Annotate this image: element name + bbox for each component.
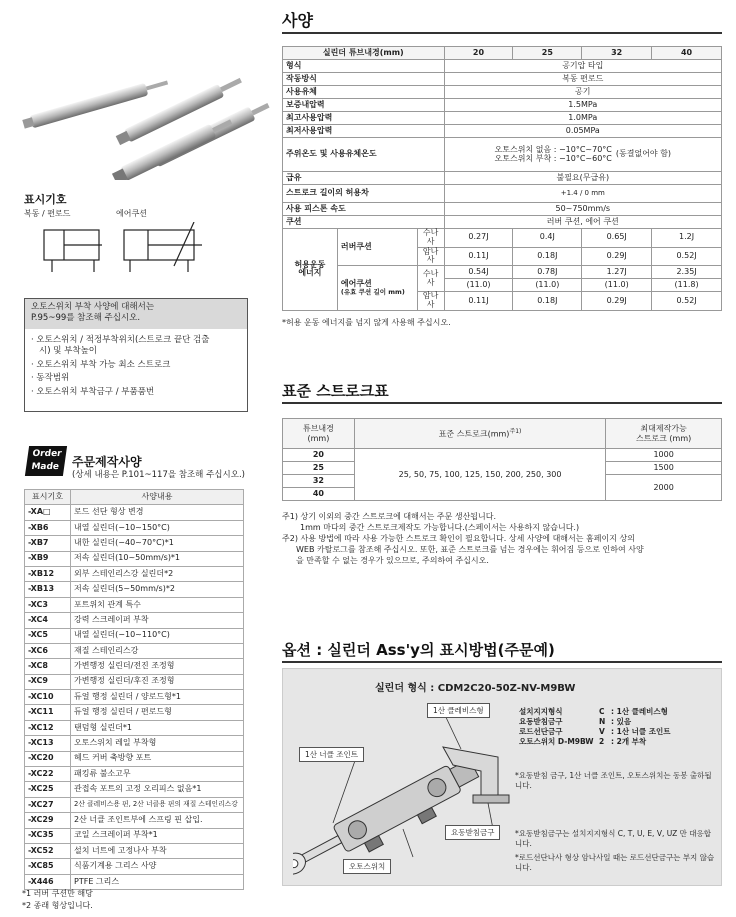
order-spec: 가변행정 실린더/전진 조정형 [71,659,244,674]
stroke-table [282,418,722,501]
order-spec: 헤드 커버 축방향 포트 [71,751,244,766]
callout-knuckle: 1산 너클 조인트 [299,747,364,762]
spec-action-value: 복동 편로드 [444,73,721,86]
spec-af-25: 0.18J [513,292,582,311]
spec-rf-25: 0.18J [513,247,582,266]
spec-speed-value: 50~750mm/s [444,203,721,216]
spec-cushion-value: 러버 쿠션, 에어 쿠션 [444,216,721,229]
order-row [25,874,244,889]
option-spec-row-3 [519,727,715,737]
switch-item-1b [31,346,241,357]
order-spec: 2산 너클 조인트부에 스프링 핀 삽입. [71,813,244,828]
spec-air-label [337,266,417,311]
spec-energy-label [283,229,338,311]
order-symbol: -XC10 [25,690,71,705]
option-spec-row-1 [519,707,715,717]
spec-aml-40: (11.8) [652,279,722,292]
order-spec: 오토스위치 레일 부착형 [71,736,244,751]
spec-energy-label-1: 허용운동 [294,259,326,269]
spec-rm-32: 0.65J [582,229,652,248]
spec-aml-32: (11.0) [582,279,652,292]
option-spec-row-4 [519,737,715,747]
order-spec: 가변행정 실린더/후진 조정형 [71,674,244,689]
order-spec: 코일 스크레이퍼 부착*1 [71,828,244,843]
symbol-label-cushion: 에어쿠션 [116,209,147,218]
order-spec: 2산 클레비스용 핀, 2산 너클용 핀의 재질 스테인리스강 [71,797,244,812]
stroke-head-max-2: 스트로크 (mm) [635,433,692,443]
spec-head-20: 20 [444,47,513,60]
switch-box-header [25,299,247,329]
order-symbol: -XA□ [25,505,71,520]
opt-k3: 로드선단금구 [519,727,563,737]
switch-box-title: 오토스위치 부착 사양에 대해서는 [31,302,155,312]
spec-action-label: 작동방식 [283,73,445,86]
switch-item-4: · 오토스위치 부착금구 / 부품품번 [31,386,155,397]
order-symbol: -XC5 [25,628,71,643]
spec-lube-value: 불필요(무급유) [444,172,721,185]
order-spec: 저속 실린더(10~50mm/s)*1 [71,551,244,566]
order-row [25,597,244,612]
spec-air-male-label: 수나사 [417,266,444,292]
stroke-max-20: 1000 [606,449,722,462]
order-note-1: *1 러버 쿠션만 해당 [22,889,93,898]
option-panel [282,668,722,886]
opt-c2: N [599,717,606,727]
stroke-head-max [606,419,722,449]
spec-am-40: 2.35J [652,266,722,279]
opt-v4: : 2개 부착 [611,737,647,747]
stroke-bore-25: 25 [283,462,355,475]
spec-head-bore: 실린더 튜브내경(mm) [283,47,445,60]
spec-am-25: 0.78J [513,266,582,279]
order-symbol: -XC12 [25,720,71,735]
order-spec: 듀얼 행정 실린더 / 편로드형 [71,705,244,720]
opt-k1: 설치지지형식 [519,707,563,716]
spec-fluid-label: 사용유체 [283,86,445,99]
order-row [25,813,244,828]
order-row [25,536,244,551]
order-made-badge [25,446,67,476]
option-spec-list [519,707,715,748]
switch-info-box [24,298,248,412]
cylinder-symbol-diagram [24,222,204,282]
opt-k4: 오토스위치 D-M9BW [519,737,594,747]
order-row [25,628,244,643]
order-row [25,582,244,597]
order-table [24,489,244,890]
stroke-values: 25, 50, 75, 100, 125, 150, 200, 250, 300 [354,449,605,501]
order-symbol: -XC27 [25,797,71,812]
order-spec: PTFE 그리스 [71,874,244,889]
order-spec: 내열 실린더(−10~110°C) [71,628,244,643]
spec-temp-1: 오토스위치 없음 : −10°C~70°C [494,144,612,154]
spec-rf-40: 0.52J [652,247,722,266]
order-symbol: -XB9 [25,551,71,566]
spec-af-32: 0.29J [582,292,652,311]
stroke-bore-40: 40 [283,488,355,501]
stroke-note-4: WEB 카탈로그를 참조해 주십시오. 또한, 표준 스트로크를 넘는 경우에는 휘어짐 등으로 인하여 사양 [296,545,644,554]
switch-box-title2: P.95~99를 참조해 주십시오. [31,313,141,324]
stroke-max-32-40: 2000 [606,475,722,501]
opt-v2: : 있음 [611,717,632,727]
option-spec-row-2 [519,717,715,727]
spec-head-25: 25 [513,47,582,60]
order-table-header [25,490,244,505]
switch-item-3-text: 동작범위 [36,373,70,384]
stroke-note-3: 주2) 사용 방법에 따라 사용 가능한 스트로크 확인이 필요합니다. 상세 사양에 대해서는 홈페이지 상의 [282,534,635,543]
spec-tol-value: +1.4 / 0 mm [444,185,721,203]
spec-temp-label: 주위온도 및 사용유체온도 [283,138,445,172]
spec-temp-note: (동결없어야 함) [615,149,672,159]
stroke-bore-20: 20 [283,449,355,462]
order-spec: 포트위치 관계 특수 [71,597,244,612]
spec-head-32: 32 [582,47,652,60]
order-row [25,751,244,766]
spec-rf-32: 0.29J [582,247,652,266]
switch-item-2: · 오토스위치 부착 가능 최소 스트로크 [31,359,171,370]
order-row [25,828,244,843]
order-row [25,720,244,735]
opt-k2: 요동받침금구 [519,717,563,727]
order-row [25,843,244,858]
symbol-label-double: 복동 / 편로드 [24,209,71,218]
symbol-title: 표시기호 [24,193,67,206]
opt-c1: C [599,707,605,716]
spec-rm-40: 1.2J [652,229,722,248]
spec-head-40: 40 [652,47,722,60]
order-symbol: -XC35 [25,828,71,843]
order-spec: 저속 실린더(5~50mm/s)*2 [71,582,244,597]
switch-item-1-text: 오토스위치 / 적정부착위치(스트로크 끝단 검출 [36,335,210,345]
option-title-rule [282,661,722,663]
order-row [25,659,244,674]
stroke-head-std-sup: 주1) [509,427,522,435]
order-symbol: -XC29 [25,813,71,828]
order-symbol: -XC13 [25,736,71,751]
badge-line-2: Made [30,462,60,472]
order-row [25,566,244,581]
option-note-1: *요동받침 금구, 1산 너클 조인트, 오토스위치는 동봉 출하됩니다. [515,771,712,791]
switch-item-1b-text: 시) 및 부착높이 [39,346,97,357]
switch-item-2-text: 오토스위치 부착 가능 최소 스트로크 [36,359,171,370]
stroke-head-std [354,419,605,449]
assembly-drawing [293,699,519,885]
order-row [25,551,244,566]
spec-aml-25: (11.0) [513,279,582,292]
spec-aml-20: (11.0) [444,279,513,292]
order-subtitle: (상세 내용은 P.101~117을 참조해 주십시오.) [72,470,245,480]
spec-am-20: 0.54J [444,266,513,279]
option-note-2: *요동받침금구는 설치지지형식 C, T, U, E, V, UZ 만 대응합니다. [515,829,711,849]
order-row [25,690,244,705]
spec-rubber-female-label: 암나사 [417,247,444,266]
spec-air-female-label: 암나사 [417,292,444,311]
order-row [25,674,244,689]
spec-am-32: 1.27J [582,266,652,279]
opt-v3: : 1산 너클 조인트 [611,727,671,737]
order-row [25,505,244,520]
order-note-2: *2 종래 형상입니다. [22,901,93,910]
spec-speed-label: 사용 피스톤 속도 [283,203,445,216]
order-spec: 외부 스테인리스강 실린더*2 [71,566,244,581]
badge-line-1: Order [31,449,63,459]
order-symbol: -XC3 [25,597,71,612]
switch-item-3: · 동작범위 [31,373,70,384]
spec-title-rule [282,32,722,34]
order-spec: 듀얼 행정 실린더 / 양로드형*1 [71,690,244,705]
spec-cushion-label: 쿠션 [283,216,445,229]
spec-max-label: 최고사용압력 [283,112,445,125]
spec-proof-value: 1.5MPa [444,99,721,112]
spec-temp-cell [444,138,721,172]
opt-c3: V [599,727,605,737]
spec-min-label: 최저사용압력 [283,125,445,138]
order-head-symbol: 표시기호 [25,490,71,505]
order-row [25,782,244,797]
spec-lube-label: 급유 [283,172,445,185]
stroke-head-bore-2: (mm) [307,433,330,443]
order-spec: 관접속 포트의 고정 오리피스 없음*1 [71,782,244,797]
stroke-title-rule [282,402,722,404]
order-symbol: -XC8 [25,659,71,674]
order-symbol: -XC20 [25,751,71,766]
option-model-line [375,679,575,694]
order-head-spec: 사양내용 [71,490,244,505]
product-photo [16,40,274,180]
order-spec: 설치 너트에 고정나사 부착 [71,843,244,858]
order-symbol: -XB12 [25,566,71,581]
order-symbol: -XB13 [25,582,71,597]
stroke-head-max-1: 최대제작가능 [640,423,687,433]
spec-temp-2: 오토스위치 부착 : −10°C~60°C [494,153,612,163]
callout-clevis: 1산 클레비스형 [427,703,490,718]
spec-tol-label: 스트로크 길이의 허용차 [283,185,445,203]
stroke-title: 표준 스트로크표 [282,382,389,400]
order-symbol: -XC6 [25,643,71,658]
callout-switch: 오토스위치 [343,859,391,874]
order-symbol: -XC4 [25,613,71,628]
stroke-bore-32: 32 [283,475,355,488]
order-row [25,705,244,720]
stroke-note-1: 주1) 상기 이외의 중간 스트로크에 대해서는 주문 생산됩니다. [282,512,497,521]
opt-c4: 2 [599,737,605,747]
spec-air-label-text: 에어쿠션 [340,279,372,289]
order-row [25,859,244,874]
option-title: 옵션 : 실린더 Ass'y의 표시방법(주문예) [282,641,555,659]
switch-item-1: · 오토스위치 / 적정부착위치(스트로크 끝단 검출 [31,335,210,345]
switch-item-4-text: 오토스위치 부착금구 / 부품품번 [36,386,155,397]
spec-rubber-label: 러버쿠션 [337,229,417,266]
order-spec: 식품기계용 그리스 사양 [71,859,244,874]
stroke-head-std-text: 표준 스트로크(mm) [438,429,510,439]
order-symbol: -XC22 [25,767,71,782]
order-row [25,520,244,535]
spec-note: *허용 운동 에너지를 넘지 않게 사용해 주십시오. [282,318,451,327]
stroke-note-2: 1mm 마다의 중간 스트로크제작도 가능합니다.(스페이서는 사용하지 않습니다.) [300,523,580,532]
option-note-3: *로드선단나사 형상 암나사일 때는 로드선단금구는 부지 않습니다. [515,853,715,873]
order-symbol: -XB7 [25,536,71,551]
spec-title: 사양 [282,11,313,30]
order-row [25,613,244,628]
spec-type-value: 공기압 타입 [444,60,721,73]
order-title: 주문제작사양 [72,455,142,469]
opt-v1: : 1산 클레비스형 [611,707,668,716]
order-symbol: -XC9 [25,674,71,689]
order-row [25,797,244,812]
spec-af-40: 0.52J [652,292,722,311]
order-row [25,767,244,782]
spec-proof-label: 보증내압력 [283,99,445,112]
spec-air-sub: (유효 쿠션 길이 mm) [340,287,405,296]
order-spec: 내한 실린더(−40~70°C)*1 [71,536,244,551]
spec-af-20: 0.11J [444,292,513,311]
spec-table [282,46,722,311]
stroke-head-bore-1: 튜브내경 [302,423,334,433]
option-model: CDM2C20-50Z-NV-M9BW [437,683,576,694]
stroke-note-5: 을 만족할 수 없는 경우가 있으므로, 주의하여 주십시오. [296,556,489,565]
stroke-head-bore [283,419,355,449]
order-symbol: -XC11 [25,705,71,720]
order-symbol: -XC52 [25,843,71,858]
order-spec: 강력 스크레이퍼 부착 [71,613,244,628]
order-row [25,643,244,658]
order-spec: 내열 실린더(−10~150°C) [71,520,244,535]
order-symbol: -X446 [25,874,71,889]
order-spec: 패킹류 불소고무 [71,767,244,782]
spec-energy-label-2: 에너지 [298,268,322,278]
spec-max-value: 1.0MPa [444,112,721,125]
spec-rubber-male-label: 수나사 [417,229,444,248]
order-spec: 탠덤형 실린더*1 [71,720,244,735]
spec-type-label: 형식 [283,60,445,73]
order-symbol: -XC85 [25,859,71,874]
option-model-label: 실린더 형식 : [375,683,438,694]
spec-rf-20: 0.11J [444,247,513,266]
order-symbol: -XB6 [25,520,71,535]
spec-min-value: 0.05MPa [444,125,721,138]
spec-rm-20: 0.27J [444,229,513,248]
stroke-max-25: 1500 [606,462,722,475]
callout-bracket: 요동받침금구 [445,825,500,840]
order-spec: 로드 선단 형상 변경 [71,505,244,520]
spec-rm-25: 0.4J [513,229,582,248]
order-symbol: -XC25 [25,782,71,797]
order-spec: 재질 스테인리스강 [71,643,244,658]
order-row [25,736,244,751]
spec-fluid-value: 공기 [444,86,721,99]
